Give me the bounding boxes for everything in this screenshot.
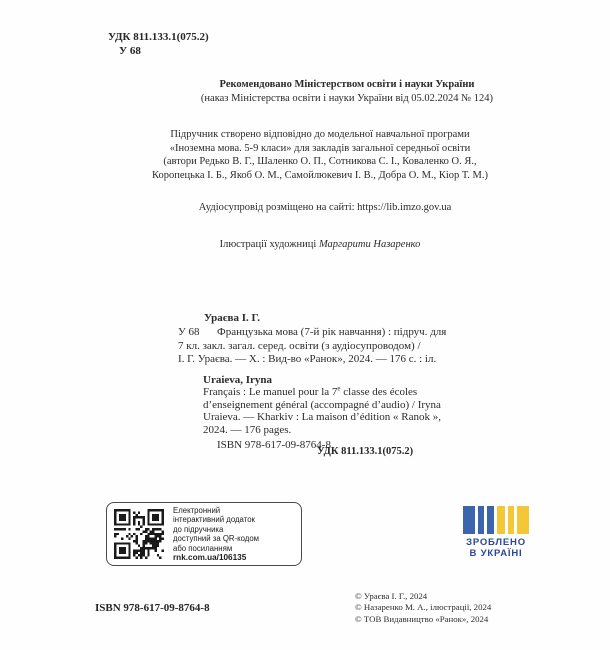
qr-caption-line: інтерактивний додаток bbox=[173, 515, 255, 524]
catalog-line-fr: Français : Le manuel pour la 7e classe des écoles bbox=[203, 384, 418, 399]
qr-code bbox=[114, 509, 164, 559]
catalog-card-ukrainian bbox=[178, 312, 518, 367]
catalog-line-fr: 2024. — 176 pages. bbox=[203, 423, 292, 436]
qr-caption-line: або посиланням bbox=[173, 543, 233, 553]
catalog-line-fr: Uraieva. — Kharkiv : La maison d’édition « Ranok », bbox=[203, 411, 441, 424]
udk-header-block bbox=[108, 30, 209, 58]
recommendation-title: Рекомендовано Міністерством освіти і науки України bbox=[219, 79, 475, 90]
qr-caption-line: Електронний bbox=[173, 505, 221, 515]
made-in-ukraine-text: ЗРОБЛЕНО В УКРАЇНІ bbox=[466, 537, 526, 559]
isbn-catalog: ISBN 978-617-09-8764-8 bbox=[217, 439, 331, 452]
qr-caption-line: доступний за QR-кодом bbox=[173, 534, 260, 543]
copyright-line: © Ураєва І. Г., 2024 bbox=[355, 591, 428, 601]
recommendation-order: (наказ Міністерства освіти і науки України від 05.02.2024 № 124) bbox=[200, 92, 494, 104]
program-note-line: (автори Редько В. Г., Шаленко О. П., Сотникова С. І., Коваленко О. Я., bbox=[163, 156, 477, 168]
udk-number-bottom: УДК 811.133.1(075.2) bbox=[317, 446, 414, 457]
catalog-author-uk: Ураєва І. Г. bbox=[204, 312, 261, 324]
superscript-e: e bbox=[337, 384, 341, 393]
qr-caption bbox=[173, 506, 259, 563]
catalog-line-uk: 7 кл. закл. загал. серед. освіти (з аудіосупроводом) / bbox=[178, 339, 421, 352]
author-code: У 68 bbox=[119, 45, 141, 57]
qr-link-text: rnk.com.ua/106135 bbox=[173, 553, 247, 562]
catalog-line-uk: І. Г. Ураєва. — Х. : Вид-во «Ранок», 2024. — 176 с. : іл. bbox=[178, 353, 437, 366]
audio-note: Аудіосупровід розміщено на сайті: https://lib.imzo.gov.ua bbox=[198, 202, 452, 213]
program-note bbox=[55, 128, 585, 182]
qr-app-box bbox=[106, 502, 302, 566]
catalog-index: У 68 bbox=[178, 325, 200, 338]
catalog-line-uk: У 68 Французька мова (7-й рік навчання) : підруч. для bbox=[178, 325, 447, 338]
catalog-author-fr: Uraieva, Iryna bbox=[203, 374, 273, 386]
program-note-line: Коропецька І. Б., Якоб О. М., Самойлюкевич І. В., Добра О. М., Кіор Т. М.) bbox=[152, 169, 488, 181]
copyright-line: © Назаренко М. А., ілюстрації, 2024 bbox=[355, 602, 492, 613]
udk-number: УДК 811.133.1(075.2) bbox=[108, 31, 209, 43]
qr-caption-line: до підручника bbox=[173, 524, 224, 534]
catalog-card-french bbox=[203, 374, 523, 451]
copyright-line: © ТОВ Видавництво «Ранок», 2024 bbox=[355, 613, 489, 624]
flag-bars-icon bbox=[450, 506, 542, 534]
isbn-footer: ISBN 978-617-09-8764-8 bbox=[95, 602, 210, 614]
illustrations-note bbox=[55, 239, 585, 250]
copyright-block bbox=[355, 591, 491, 625]
program-note-line: Підручник створено відповідно до модельної навчальної програми bbox=[170, 129, 470, 140]
catalog-line-fr: d’enseignement général (accompagné d’audio) / Iryna bbox=[203, 398, 441, 411]
recommendation-block bbox=[84, 78, 610, 105]
illustrations-prefix: Ілюстрації художниці bbox=[219, 239, 319, 250]
made-in-ukraine-logo bbox=[450, 506, 542, 559]
illustrator-name: Маргарити Назаренко bbox=[318, 239, 421, 250]
program-note-line: «Іноземна мова. 5-9 класи» для закладів загальної середньої освіти bbox=[169, 142, 471, 154]
